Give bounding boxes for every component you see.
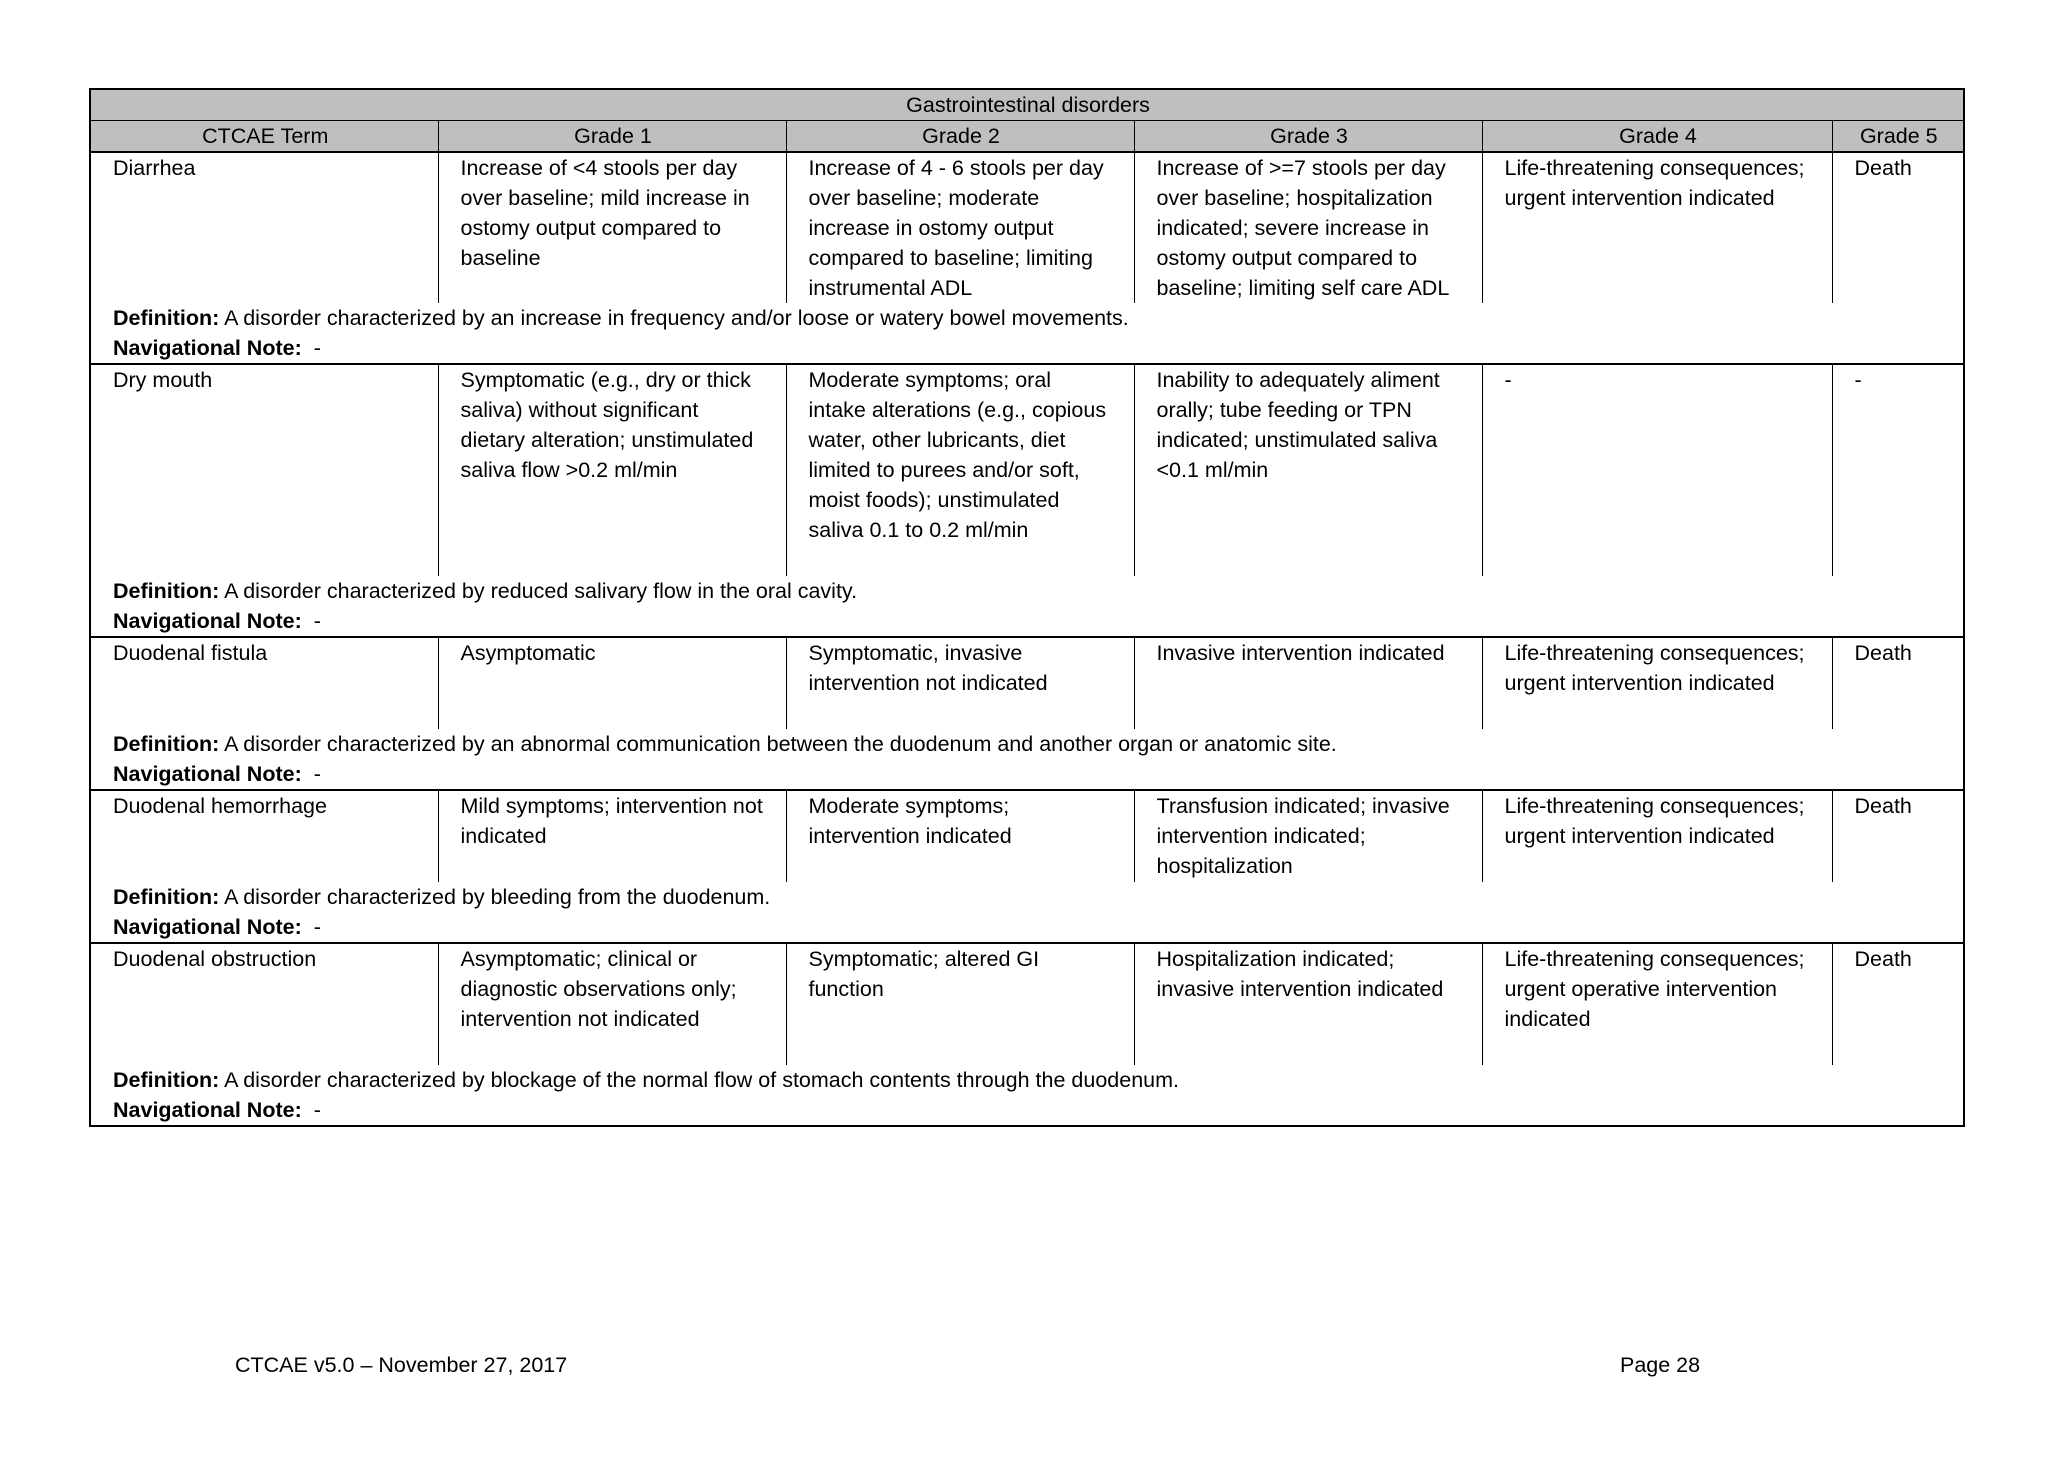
term-cell: Dry mouth <box>90 364 438 576</box>
ctcae-table <box>89 88 1965 1127</box>
nav-note-row <box>90 1095 1964 1126</box>
nav-note-cell <box>90 759 1964 790</box>
table-title-row <box>90 89 1964 121</box>
grade-4-cell: Life-threatening consequences; urgent operative intervention indicated <box>1482 943 1832 1065</box>
nav-note-row <box>90 912 1964 943</box>
grade-2-cell: Symptomatic, invasive intervention not indicated <box>786 637 1134 729</box>
table-header-row <box>90 121 1964 153</box>
grade-3-cell: Inability to adequately aliment orally; tube feeding or TPN indicated; unstimulated saliva <0.1 ml/min <box>1134 364 1482 576</box>
definition-cell <box>90 729 1964 759</box>
grade-2-cell: Symptomatic; altered GI function <box>786 943 1134 1065</box>
nav-note-cell <box>90 1095 1964 1126</box>
term-cell: Diarrhea <box>113 156 196 180</box>
nav-note-label: Navigational Note: <box>113 762 302 786</box>
definition-text: A disorder characterized by blockage of the normal flow of stomach contents through the duodenum. <box>224 1068 1180 1092</box>
nav-note-row <box>90 759 1964 790</box>
definition-row <box>90 303 1964 333</box>
definition-cell <box>90 882 1964 912</box>
term-cell: Duodenal hemorrhage <box>90 790 438 882</box>
grade-3-cell: Invasive intervention indicated <box>1134 637 1482 729</box>
ctcae-sheet <box>89 88 1963 1127</box>
term-row <box>90 637 1964 729</box>
header-ctcae-term: CTCAE Term <box>90 121 438 153</box>
grade-1-cell: Symptomatic (e.g., dry or thick saliva) without significant dietary alteration; unstimulated saliva flow >0.2 ml/min <box>438 364 786 576</box>
footer-version: CTCAE v5.0 – November 27, 2017 <box>235 1353 568 1377</box>
nav-note-cell <box>90 333 1964 364</box>
nav-note-cell <box>90 606 1964 637</box>
definition-label: Definition: <box>113 732 220 756</box>
term-row <box>90 790 1964 882</box>
grade-5-cell: - <box>1832 364 1964 576</box>
grade-3-cell: Hospitalization indicated; invasive intervention indicated <box>1134 943 1482 1065</box>
grade-2-cell: Moderate symptoms; intervention indicated <box>786 790 1134 882</box>
definition-row <box>90 882 1964 912</box>
grade-5-cell: Death <box>1832 790 1964 882</box>
header-grade-5: Grade 5 <box>1832 121 1964 153</box>
header-grade-3: Grade 3 <box>1134 121 1482 153</box>
definition-row <box>90 1065 1964 1095</box>
nav-note-text: - <box>313 1098 321 1122</box>
header-grade-2: Grade 2 <box>786 121 1134 153</box>
footer-page-number: Page 28 <box>1620 1353 1701 1377</box>
grade-4-cell: - <box>1482 364 1832 576</box>
header-grade-4: Grade 4 <box>1482 121 1832 153</box>
term-cell: Duodenal obstruction <box>90 943 438 1065</box>
term-row <box>90 943 1964 1065</box>
definition-text: A disorder characterized by reduced salivary flow in the oral cavity. <box>224 579 858 603</box>
nav-note-label: Navigational Note: <box>113 915 302 939</box>
term-row <box>90 364 1964 576</box>
definition-label: Definition: <box>113 1068 220 1092</box>
nav-note-label: Navigational Note: <box>113 609 302 633</box>
definition-label: Definition: <box>113 306 220 330</box>
grade-2-cell: Moderate symptoms; oral intake alterations (e.g., copious water, other lubricants, diet limited to purees and/or soft, moist foods); unstimulated saliva 0.1 to 0.2 ml/min <box>786 364 1134 576</box>
nav-note-cell <box>90 912 1964 943</box>
grade-3-cell: Transfusion indicated; invasive intervention indicated; hospitalization <box>1134 790 1482 882</box>
term-cell: Duodenal fistula <box>90 637 438 729</box>
term-row <box>90 152 1964 303</box>
nav-note-row <box>90 606 1964 637</box>
definition-cell <box>90 303 1964 333</box>
definition-text: A disorder characterized by bleeding from the duodenum. <box>224 885 771 909</box>
grade-1-cell: Asymptomatic <box>438 637 786 729</box>
nav-note-row <box>90 333 1964 364</box>
definition-text: A disorder characterized by an abnormal communication between the duodenum and another organ or anatomic site. <box>224 732 1337 756</box>
grade-1-cell: Increase of <4 stools per day over baseline; mild increase in ostomy output compared to baseline <box>438 152 786 303</box>
grade-4-cell: Life-threatening consequences; urgent intervention indicated <box>1482 790 1832 882</box>
table-body <box>90 152 1964 1126</box>
grade-5-cell: Death <box>1832 943 1964 1065</box>
grade-4-cell: Life-threatening consequences; urgent intervention indicated <box>1482 637 1832 729</box>
definition-text: A disorder characterized by an increase in frequency and/or loose or watery bowel movements. <box>224 306 1129 330</box>
grade-2-cell: Increase of 4 - 6 stools per day over baseline; moderate increase in ostomy output compared to baseline; limiting instrumental ADL <box>786 152 1134 303</box>
nav-note-text: - <box>313 762 321 786</box>
header-grade-1: Grade 1 <box>438 121 786 153</box>
table-title: Gastrointestinal disorders <box>90 89 1964 121</box>
grade-1-cell: Asymptomatic; clinical or diagnostic observations only; intervention not indicated <box>438 943 786 1065</box>
definition-row <box>90 576 1964 606</box>
definition-cell <box>90 576 1964 606</box>
grade-3-cell: Increase of >=7 stools per day over baseline; hospitalization indicated; severe increase in ostomy output compared to baseline; limiting self care ADL <box>1134 152 1482 303</box>
nav-note-text: - <box>313 336 321 360</box>
definition-row <box>90 729 1964 759</box>
definition-cell <box>90 1065 1964 1095</box>
definition-label: Definition: <box>113 885 220 909</box>
definition-label: Definition: <box>113 579 220 603</box>
grade-5-cell: Death <box>1832 637 1964 729</box>
grade-5-cell: Death <box>1832 152 1964 303</box>
nav-note-text: - <box>313 915 321 939</box>
nav-note-label: Navigational Note: <box>113 1098 302 1122</box>
grade-1-cell: Mild symptoms; intervention not indicated <box>438 790 786 882</box>
nav-note-text: - <box>313 609 321 633</box>
nav-note-label: Navigational Note: <box>113 336 302 360</box>
grade-4-cell: Life-threatening consequences; urgent intervention indicated <box>1482 152 1832 303</box>
